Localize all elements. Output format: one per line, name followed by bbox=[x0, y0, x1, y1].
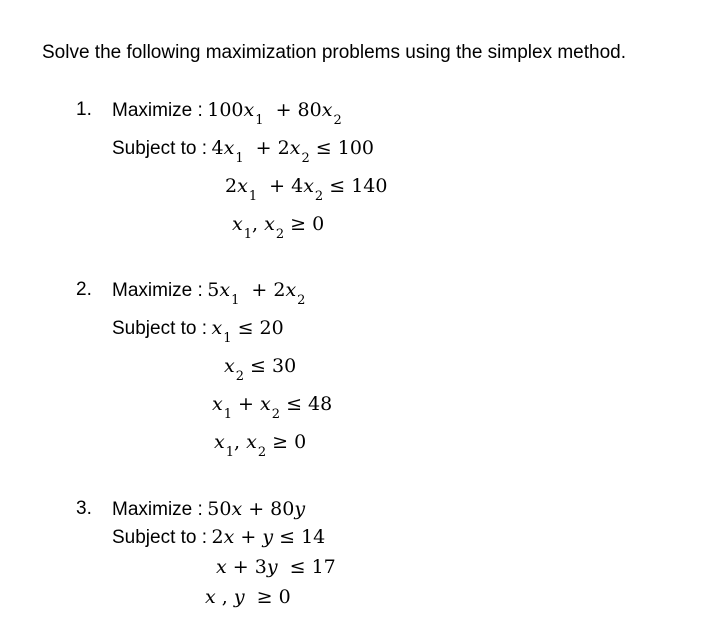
maximize-label: Maximize : bbox=[112, 100, 203, 121]
problem-2-objective: Maximize : $5x_1 + 2x_2$ bbox=[112, 279, 306, 308]
page-heading: Solve the following maximization problems using the simplex method. bbox=[42, 42, 626, 63]
problem-2-constraint-1: Subject to : $x_1 \le 20$ bbox=[112, 317, 284, 346]
problem-3-nonnegativity: x , y ≥ 0 bbox=[205, 586, 291, 608]
problem-2-constraint-3: $x_1 + x_2 \le 48$ bbox=[212, 393, 333, 422]
problem-3-number: 3. bbox=[76, 498, 92, 519]
problem-2-nonnegativity: $x_1$, $x_2 \ge 0$ bbox=[214, 431, 307, 460]
problem-1-constraint-1: Subject to : $4x_1 + 2x_2 \le 100$ bbox=[112, 137, 374, 166]
problem-2-number: 2. bbox=[76, 279, 92, 300]
problem-1-number: 1. bbox=[76, 99, 92, 120]
subject-to-label: Subject to : bbox=[112, 318, 208, 339]
problem-1-nonnegativity: $x_1$, $x_2 \ge 0$ bbox=[232, 213, 325, 242]
problem-1-objective: Maximize : $100x_1 + 80x_2$ bbox=[112, 99, 342, 128]
maximize-label: Maximize : bbox=[112, 499, 203, 520]
problem-2-constraint-2: $x_2 \le 30$ bbox=[224, 355, 297, 384]
problem-3-constraint-2: x + 3y ≤ 17 bbox=[216, 556, 336, 578]
problem-1-constraint-2: $2x_1 + 4x_2 \le 140$ bbox=[225, 175, 388, 204]
subject-to-label: Subject to : bbox=[112, 527, 208, 548]
subject-to-label: Subject to : bbox=[112, 138, 208, 159]
problem-3-constraint-1: Subject to : 2x + y ≤ 14 bbox=[112, 526, 326, 548]
maximize-label: Maximize : bbox=[112, 280, 203, 301]
problem-3-objective: Maximize : 50x + 80y bbox=[112, 498, 306, 520]
